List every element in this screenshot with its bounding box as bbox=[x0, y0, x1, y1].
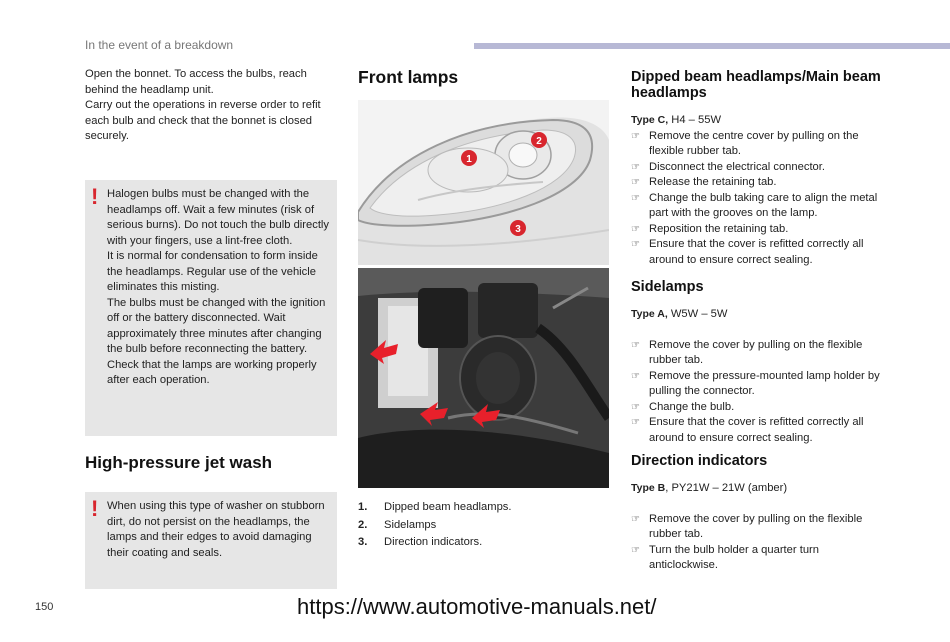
bulb-type-value: W5W – 5W bbox=[667, 308, 728, 320]
section-direction-indicators bbox=[631, 453, 883, 574]
headlamp-diagram-image bbox=[358, 100, 609, 265]
watermark-url[interactable]: https://www.automotive-manuals.net/ bbox=[297, 594, 657, 619]
front-lamps-heading: Front lamps bbox=[358, 67, 459, 87]
legend-item bbox=[358, 517, 608, 535]
list-item bbox=[631, 129, 883, 160]
list-item-text: Remove the centre cover by pulling on the flexible rubber tab. bbox=[649, 129, 859, 157]
instruction-list bbox=[631, 129, 883, 269]
list-item-text: Ensure that the cover is refitted correctly all around to ensure correct sealing. bbox=[649, 416, 864, 444]
pointing-hand-icon: ☞ bbox=[631, 130, 640, 142]
list-item-text: Reposition the retaining tab. bbox=[649, 222, 789, 235]
list-item-text: Disconnect the electrical connector. bbox=[649, 160, 825, 173]
legend-number: 3. bbox=[358, 536, 368, 548]
warning-paragraph: When using this type of washer on stubborn dirt, do not persist on the headlamps, the lamps and their edges to avoid damaging their coating and seals. bbox=[107, 500, 325, 559]
legend-label: Dipped beam headlamps. bbox=[384, 501, 512, 513]
list-item-text: Change the bulb taking care to align the metal part with the grooves on the lamp. bbox=[649, 191, 878, 219]
pointing-hand-icon: ☞ bbox=[631, 239, 640, 250]
list-item bbox=[631, 338, 883, 369]
warning-text bbox=[107, 499, 333, 561]
list-item-text: Ensure that the cover is refitted correctly all around to ensure correct sealing. bbox=[649, 238, 864, 266]
warning-paragraph: Halogen bulbs must be changed with the headlamps off. Wait a few minutes (risk of serious burns). Do not touch the bulb directly with your fingers, use a lint-free cloth. bbox=[107, 188, 330, 247]
list-item-text: Remove the cover by pulling on the flexible rubber tab. bbox=[649, 338, 863, 366]
engine-bay-illustration bbox=[358, 268, 609, 488]
headlamp-illustration bbox=[358, 100, 609, 265]
list-item bbox=[631, 369, 883, 400]
bulb-type bbox=[631, 481, 883, 497]
list-item-text: Remove the cover by pulling on the flexible rubber tab. bbox=[649, 512, 863, 540]
list-item bbox=[631, 415, 883, 446]
warning-icon: ! bbox=[91, 496, 99, 521]
pointing-hand-icon: ☞ bbox=[631, 370, 640, 382]
direction-indicators-heading: Direction indicators bbox=[631, 453, 768, 469]
pointing-hand-icon: ☞ bbox=[631, 161, 640, 173]
list-item bbox=[631, 160, 883, 176]
list-item bbox=[631, 512, 883, 543]
header-accent-bar bbox=[474, 43, 950, 49]
pointing-hand-icon: ☞ bbox=[631, 339, 640, 351]
list-item-text: Release the retaining tab. bbox=[649, 176, 777, 188]
warning-paragraph: The bulbs must be changed with the ignition off or the battery disconnected. Wait approximately three minutes after changing the bulb before reconnecting the battery. bbox=[107, 296, 326, 355]
list-item bbox=[631, 191, 883, 222]
section-dipped-beam bbox=[631, 69, 883, 268]
pointing-hand-icon: ☞ bbox=[631, 417, 640, 428]
bulb-type bbox=[631, 113, 883, 129]
page-number: 150 bbox=[35, 601, 54, 613]
warning-icon: ! bbox=[91, 184, 99, 209]
warning-box-bulbs bbox=[85, 180, 337, 436]
warning-paragraph: Check that the lamps are working properly after each operation. bbox=[107, 358, 317, 386]
list-item bbox=[631, 222, 883, 238]
list-item-text: Remove the pressure-mounted lamp holder by pulling the connector. bbox=[649, 369, 880, 397]
jet-wash-heading: High-pressure jet wash bbox=[85, 453, 273, 472]
instruction-list bbox=[631, 338, 883, 447]
pointing-hand-icon: ☞ bbox=[631, 544, 640, 556]
section-header: In the event of a breakdown bbox=[85, 38, 234, 52]
legend-item bbox=[358, 534, 608, 552]
pointing-hand-icon: ☞ bbox=[631, 192, 640, 204]
legend-label: Sidelamps bbox=[384, 518, 437, 531]
legend-number: 1. bbox=[358, 501, 368, 513]
callout-2: 2 bbox=[536, 136, 542, 147]
warning-paragraph: It is normal for condensation to form inside the headlamps. Regular use of the vehicle eliminates this misting. bbox=[107, 250, 318, 293]
list-item-text: Turn the bulb holder a quarter turn anticlockwise. bbox=[649, 543, 819, 571]
bulb-type-value: , PY21W – 21W (amber) bbox=[665, 482, 788, 494]
intro-paragraph: Open the bonnet. To access the bulbs, reach behind the headlamp unit. bbox=[85, 68, 307, 96]
warning-text bbox=[107, 187, 333, 389]
bulb-type bbox=[631, 307, 883, 323]
dipped-beam-heading: Dipped beam headlamps/Main beam headlamps bbox=[631, 69, 881, 101]
bulb-instructions-column bbox=[631, 67, 883, 574]
legend-number: 2. bbox=[358, 518, 368, 531]
intro-text bbox=[85, 67, 337, 145]
list-item bbox=[631, 175, 883, 191]
legend-label: Direction indicators. bbox=[384, 536, 483, 548]
bulb-type-value: H4 – 55W bbox=[668, 114, 722, 126]
instruction-list bbox=[631, 512, 883, 574]
warning-box-jet-wash bbox=[85, 492, 337, 589]
bulb-type-label: Type C, bbox=[631, 114, 669, 126]
list-item-text: Change the bulb. bbox=[649, 400, 735, 413]
sidelamps-heading: Sidelamps bbox=[631, 279, 704, 295]
section-sidelamps bbox=[631, 279, 883, 446]
list-item bbox=[631, 237, 883, 268]
pointing-hand-icon: ☞ bbox=[631, 177, 640, 188]
list-item bbox=[631, 543, 883, 574]
pointing-hand-icon: ☞ bbox=[631, 401, 640, 413]
pointing-hand-icon: ☞ bbox=[631, 513, 640, 525]
callout-1: 1 bbox=[466, 154, 472, 165]
intro-paragraph: Carry out the operations in reverse order to refit each bulb and check that the bonnet is closed securely. bbox=[85, 99, 321, 143]
bulb-type-label: Type B bbox=[631, 482, 666, 494]
list-item bbox=[631, 400, 883, 416]
figure-legend bbox=[358, 499, 608, 552]
callout-3: 3 bbox=[515, 224, 521, 235]
legend-item bbox=[358, 499, 608, 517]
pointing-hand-icon: ☞ bbox=[631, 223, 640, 235]
engine-bay-photo bbox=[358, 268, 609, 488]
bulb-type-label: Type A, bbox=[631, 308, 668, 320]
